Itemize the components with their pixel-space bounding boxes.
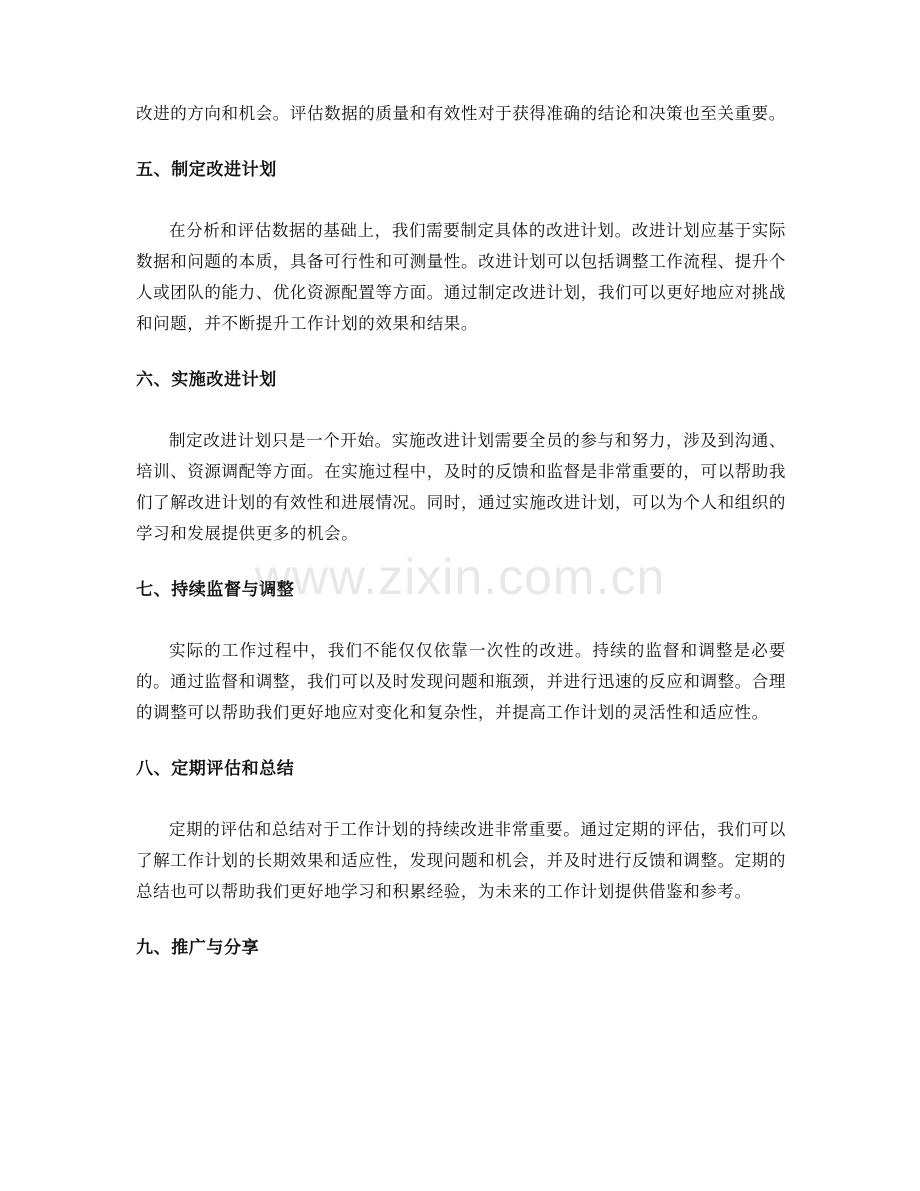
section-7-heading: 七、持续监督与调整 [136,580,295,600]
section-6-body: 制定改进计划只是一个开始。实施改进计划需要全员的参与和努力，涉及到沟通、培训、资源调配等方面。在实施过程中，及时的反馈和监督是非常重要的，可以帮助我们了解改进计划的有效性和进展情况。同时，通过实施改进计划，可以为个人和组织的学习和发展提供更多的机会。 [136,431,786,543]
section-5-heading: 五、制定改进计划 [136,160,277,180]
section-6-heading: 六、实施改进计划 [136,370,277,390]
document-page [136,98,786,964]
section-7-body: 实际的工作过程中，我们不能仅仅依靠一次性的改进。持续的监督和调整是必要的。通过监督和调整，我们可以及时发现问题和瓶颈，并进行迅速的反应和调整。合理的调整可以帮助我们更好地应对变化和复杂性，并提高工作计划的灵活性和适应性。 [136,641,786,722]
section-8-heading: 八、定期评估和总结 [136,759,295,779]
section-5-body: 在分析和评估数据的基础上，我们需要制定具体的改进计划。改进计划应基于实际数据和问题的本质，具备可行性和可测量性。改进计划可以包括调整工作流程、提升个人或团队的能力、优化资源配置等方面。通过制定改进计划，我们可以更好地应对挑战和问题，并不断提升工作计划的效果和结果。 [136,221,786,333]
watermark-text: www.zixin.com.cn [254,549,666,605]
section-9-heading: 九、推广与分享 [136,938,260,958]
section-8-body: 定期的评估和总结对于工作计划的持续改进非常重要。通过定期的评估，我们可以了解工作计划的长期效果和适应性，发现问题和机会，并及时进行反馈和调整。定期的总结也可以帮助我们更好地学习和积累经验，为未来的工作计划提供借鉴和参考。 [136,820,786,901]
intro-paragraph: 改进的方向和机会。评估数据的质量和有效性对于获得准确的结论和决策也至关重要。 [136,104,786,123]
